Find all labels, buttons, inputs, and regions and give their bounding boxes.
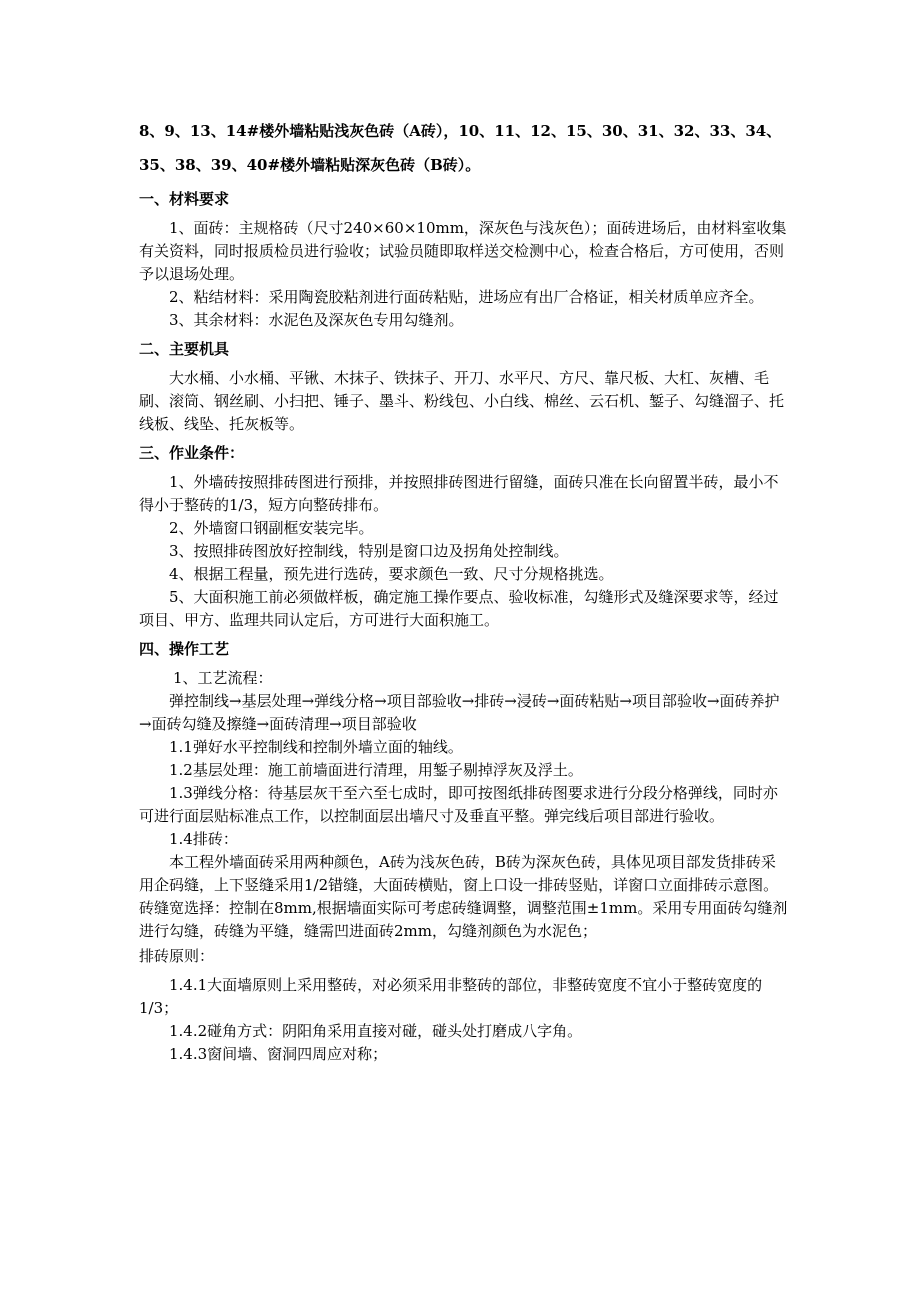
paragraph: 大水桶、小水桶、平锹、木抹子、铁抹子、开刀、水平尺、方尺、靠尺板、大杠、灰槽、毛刷、滚筒、钢丝刷、小扫把、锤子、墨斗、粉线包、小白线、棉丝、云石机、錾子、勾缝溜子、托线板、线坠、托灰板等。 [139, 369, 785, 433]
section-heading-conditions: 三、作业条件： [139, 444, 245, 462]
paragraph: 1.3弹线分格：待基层灰干至六至七成时，即可按图纸排砖图要求进行分段分格弹线，同时亦可进行面层贴标准点工作，以控制面层出墙尺寸及垂直平整。弹完线后项目部进行验收。 [139, 784, 778, 825]
paragraph: 3、按照排砖图放好控制线，特别是窗口边及拐角处控制线。 [169, 542, 569, 560]
paragraph: 2、粘结材料：采用陶瓷胶粘剂进行面砖粘贴，进场应有出厂合格证，相关材质单应齐全。 [169, 288, 764, 306]
section-heading-process: 四、操作工艺 [139, 640, 230, 658]
paragraph: 1、面砖：主规格砖（尺寸240×60×10mm，深灰色与浅灰色）；面砖进场后，由材料室收集有关资料，同时报质检员进行验收；试验员随即取样送交检测中心，检查合格后，方可使用，否则予以退场处理。 [139, 219, 787, 283]
paragraph: 1、工艺流程： [173, 669, 273, 687]
paragraph: 4、根据工程量，预先进行选砖，要求颜色一致、尺寸分规格挑选。 [169, 565, 614, 583]
paragraph: 3、其余材料：水泥色及深灰色专用勾缝剂。 [169, 311, 464, 329]
paragraph: 1.2基层处理：施工前墙面进行清理，用錾子剔掉浮灰及浮土。 [169, 761, 583, 779]
paragraph: 2、外墙窗口钢副框安装完毕。 [169, 519, 374, 537]
paragraph: 1.4排砖： [169, 830, 238, 848]
paragraph: 5、大面积施工前必须做样板，确定施工操作要点、验收标准，勾缝形式及缝深要求等，经过项目、甲方、监理共同认定后，方可进行大面积施工。 [139, 588, 779, 629]
document-body [139, 114, 789, 1066]
paragraph: 1、外墙砖按照排砖图进行预排，并按照排砖图进行留缝，面砖只准在长向留置半砖，最小不得小于整砖的1/3，短方向整砖排布。 [139, 473, 779, 514]
paragraph: 本工程外墙面砖采用两种颜色，A砖为浅灰色砖，B砖为深灰色砖，具体见项目部发货排砖采用企码缝，上下竖缝采用1/2错缝，大面砖横贴，窗上口设一排砖竖贴，详窗口立面排砖示意图。砖缝宽选择：控制在8mm,根据墙面实际可考虑砖缝调整，调整范围±1mm。采用专用面砖勾缝剂进行勾缝，砖缝为平缝，缝需凹进面砖2mm，勾缝剂颜色为水泥色； [139, 853, 788, 940]
paragraph: 1.4.3窗间墙、窗洞四周应对称； [169, 1045, 388, 1063]
intro-paragraph: 8、9、13、14#楼外墙粘贴浅灰色砖（A砖），10、11、12、15、30、31、32、33、34、35、38、39、40#楼外墙粘贴深灰色砖（B砖）。 [139, 122, 782, 174]
section-heading-materials: 一、材料要求 [139, 190, 230, 208]
paragraph: 1.4.1大面墙原则上采用整砖，对必须采用非整砖的部位，非整砖宽度不宜小于整砖宽度的1/3； [139, 976, 763, 1017]
paragraph: 1.1弹好水平控制线和控制外墙立面的轴线。 [169, 738, 463, 756]
paragraph: 1.4.2碰角方式：阴阳角采用直接对碰，碰头处打磨成八字角。 [169, 1022, 583, 1040]
paragraph: 排砖原则： [139, 947, 215, 965]
section-heading-tools: 二、主要机具 [139, 340, 230, 358]
paragraph: 弹控制线→基层处理→弹线分格→项目部验收→排砖→浸砖→面砖粘贴→项目部验收→面砖养护→面砖勾缝及擦缝→面砖清理→项目部验收 [139, 692, 780, 733]
